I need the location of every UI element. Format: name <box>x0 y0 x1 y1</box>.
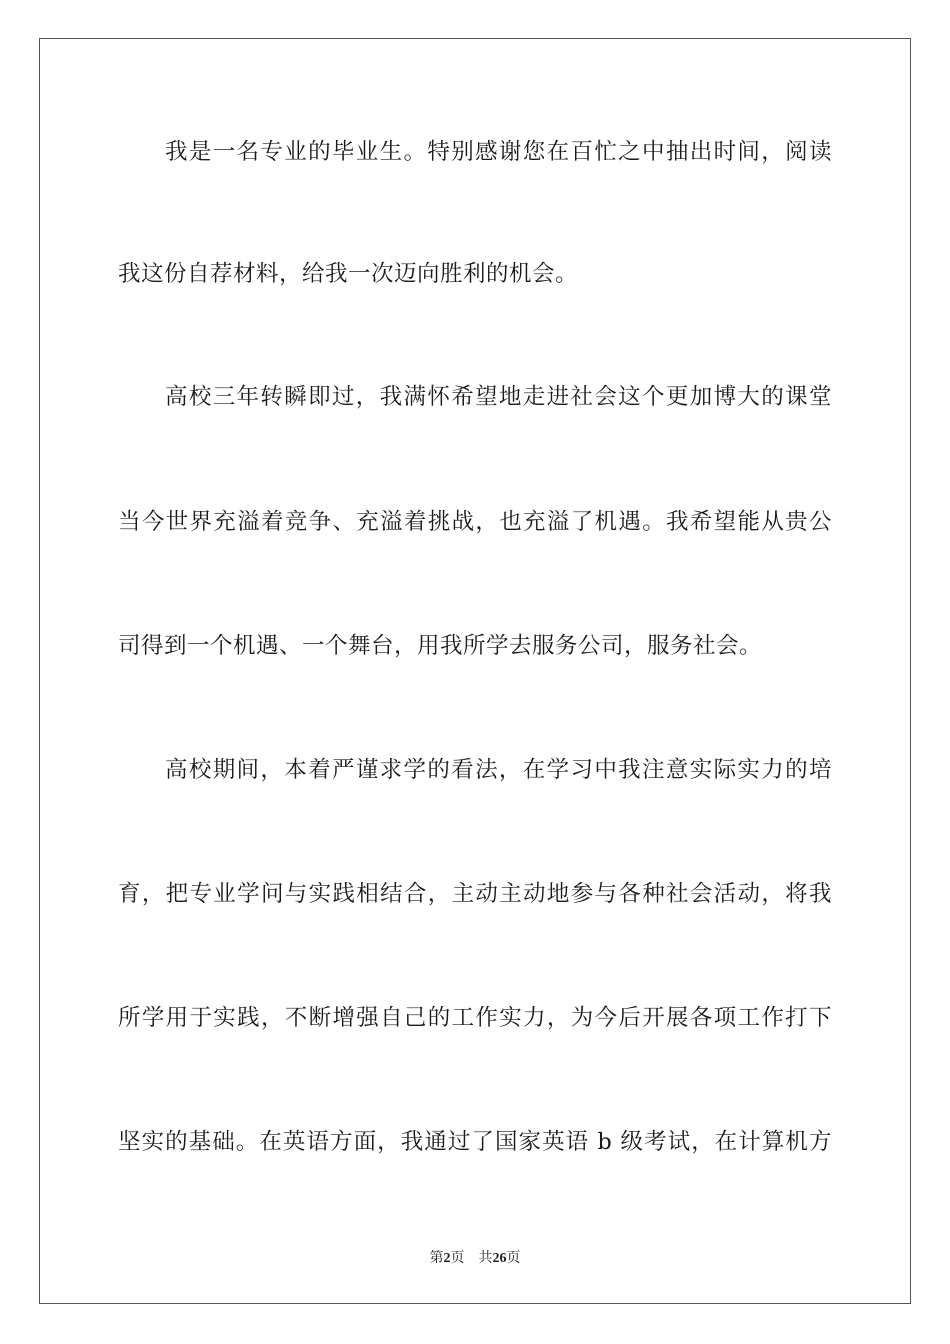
page-footer <box>0 1247 950 1267</box>
page-number: 2 <box>443 1251 451 1266</box>
paragraph-line: 高校期间，本着严谨求学的看法，在学习中我注意实际实力的培 <box>165 757 832 783</box>
paragraph-line: 育，把专业学问与实践相结合，主动主动地参与各种社会活动，将我 <box>118 881 832 907</box>
total-suffix: 页 <box>506 1251 521 1266</box>
paragraph-line: 司得到一个机遇、一个舞台，用我所学去服务公司，服务社会。 <box>118 633 763 659</box>
paragraph-line: 我是一名专业的毕业生。特别感谢您在百忙之中抽出时间，阅读 <box>165 139 832 165</box>
total-prefix: 共 <box>478 1251 493 1266</box>
paragraph-line: 坚实的基础。在英语方面，我通过了国家英语 b 级考试，在计算机方 <box>118 1129 832 1155</box>
page-suffix: 页 <box>450 1251 465 1266</box>
paragraph-line: 我这份自荐材料，给我一次迈向胜利的机会。 <box>118 261 579 287</box>
paragraph-line: 当今世界充溢着竞争、充溢着挑战，也充溢了机遇。我希望能从贵公 <box>118 509 832 535</box>
page-border <box>39 38 911 1304</box>
paragraph-line: 所学用于实践，不断增强自己的工作实力，为今后开展各项工作打下 <box>118 1005 832 1031</box>
page-prefix: 第 <box>429 1251 444 1266</box>
total-pages: 26 <box>492 1251 507 1266</box>
paragraph-line: 高校三年转瞬即过，我满怀希望地走进社会这个更加博大的课堂 <box>165 384 832 410</box>
